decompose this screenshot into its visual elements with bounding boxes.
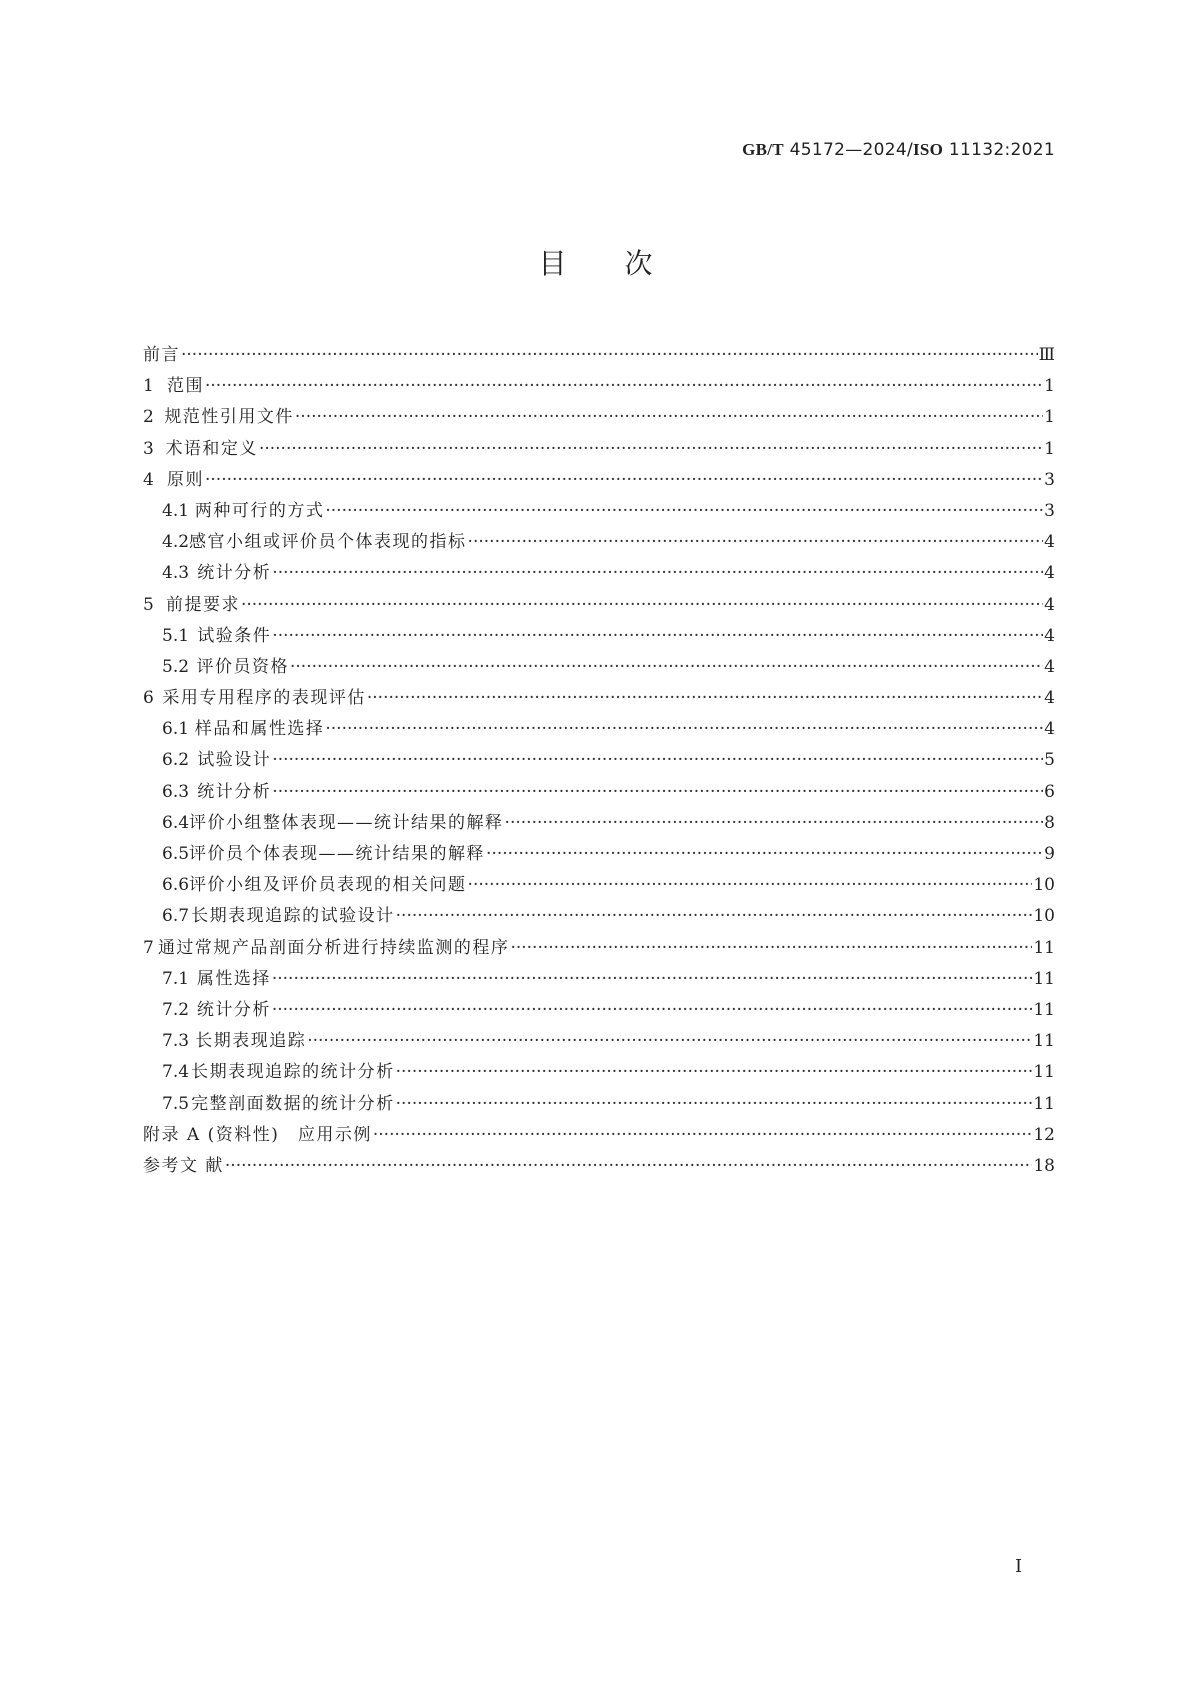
standard-gb-prefix: GB/T [742,140,784,159]
toc-entry-title: 附录 A (资料性) 应用示例 [143,1124,372,1145]
toc-entry-number: 5 [143,594,154,615]
toc-entry-number: 4.1 [162,500,190,521]
toc-entry-number: 7.2 [162,999,190,1020]
toc-entry[interactable] [143,371,1055,402]
toc-entry[interactable] [143,590,1055,621]
toc-entry-number: 6.2 [162,750,190,771]
standard-iso-prefix: ISO [913,140,944,159]
toc-entry-page: 8 [1044,812,1055,833]
toc-dot-leader [225,1151,1032,1182]
toc-entry-number: 1 [143,376,154,397]
toc-entry-title: 前提要求 [165,594,240,615]
toc-entry-page: 3 [1044,500,1055,521]
toc-entry[interactable] [143,527,1055,558]
toc-entry[interactable] [143,402,1055,433]
toc-entry[interactable] [143,434,1055,465]
toc-entry-page: 11 [1033,968,1055,989]
toc-entry[interactable] [143,1026,1055,1057]
toc-entry-title: 统计分析 [197,781,272,802]
toc-entry-page: 10 [1033,906,1055,927]
toc-dot-leader [295,402,1043,433]
toc-entry[interactable] [143,995,1055,1026]
toc-entry[interactable] [143,714,1055,745]
toc-entry-title: 评价员个体表现——统计结果的解释 [189,844,486,864]
toc-entry-title: 术语和定义 [165,438,258,459]
toc-dot-leader [241,590,1043,621]
toc-entry-title: 参考文 献 [143,1155,224,1176]
toc-dot-leader [272,745,1043,776]
toc-entry-page: 18 [1033,1155,1055,1176]
toc-entry-page: 4 [1044,594,1055,615]
toc-entry-title: 原则 [166,469,204,490]
toc-entry[interactable] [143,901,1055,932]
toc-entry-page: 11 [1033,999,1055,1020]
toc-entry-page: 11 [1033,1062,1055,1083]
toc-entry-number: 6.1 [162,719,190,740]
toc-dot-leader [307,1026,1032,1057]
toc-entry[interactable] [143,808,1055,839]
toc-entry-number: 7.3 [162,1031,190,1052]
toc-entry-title: 统计分析 [197,563,272,584]
toc-entry-title: 评价员资格 [196,656,289,677]
toc-entry-page: Ⅲ [1038,345,1055,365]
page-title: 目次 [538,247,711,280]
toc-entry-page: 5 [1044,750,1055,771]
toc-entry[interactable] [143,1057,1055,1088]
toc-entry[interactable] [143,839,1055,870]
toc-entry-page: 1 [1044,438,1055,459]
toc-dot-leader [205,465,1043,496]
toc-entry-number: 4 [143,469,154,490]
toc-dot-leader [367,683,1043,714]
toc-entry-number: 7.1 [162,968,190,989]
toc-dot-leader [272,964,1033,995]
toc-entry-title: 试验设计 [197,750,272,771]
toc-entry-number: 5.2 [162,656,190,677]
toc-entry-page: 6 [1044,781,1055,802]
toc-entry[interactable] [143,340,1055,371]
toc-entry-title: 评价小组整体表现——统计结果的解释 [189,812,504,833]
toc-entry-number: 6.6 [162,875,190,896]
toc-dot-leader [510,933,1032,964]
toc-entry-title: 两种可行的方式 [194,500,325,521]
toc-entry-page: 4 [1044,532,1055,553]
toc-entry-number: 7 [143,937,154,958]
toc-entry-page: 10 [1033,875,1055,896]
toc-entry-page: 12 [1033,1124,1055,1145]
toc-dot-leader [505,808,1044,839]
toc-entry-number: 4.2 [162,532,190,553]
toc-entry-title: 长期表现追踪的统计分析 [191,1062,395,1083]
page-number: I [1015,1556,1023,1577]
table-of-contents [143,340,1055,1182]
toc-dot-leader [272,777,1043,808]
toc-dot-leader [272,621,1043,652]
toc-entry[interactable] [143,496,1055,527]
toc-dot-leader [396,1089,1033,1120]
toc-entry-title: 试验条件 [197,625,272,646]
toc-entry[interactable] [143,1120,1055,1151]
toc-entry-page: 11 [1033,1093,1055,1114]
toc-entry-page: 4 [1044,688,1055,709]
toc-dot-leader [205,371,1043,402]
toc-entry-page: 11 [1033,937,1055,958]
toc-entry-page: 4 [1044,719,1055,740]
toc-entry[interactable] [143,558,1055,589]
toc-dot-leader [272,995,1033,1026]
standard-gb-number: 45172—2024/ [789,140,913,160]
toc-entry-number: 7.5 [162,1093,190,1114]
toc-entry-title: 样品和属性选择 [194,719,325,740]
toc-entry-number: 3 [143,438,154,459]
toc-entry[interactable] [143,745,1055,776]
toc-entry-page: 1 [1044,376,1055,397]
toc-entry-title: 采用专用程序的表现评估 [162,688,366,709]
toc-dot-leader [259,434,1043,465]
toc-dot-leader [396,901,1033,932]
toc-entry-title: 长期表现追踪 [195,1031,307,1052]
toc-entry[interactable] [143,652,1055,683]
toc-entry[interactable] [143,870,1055,901]
toc-entry-number: 6.7 [162,906,190,927]
toc-entry[interactable] [143,683,1055,714]
toc-dot-leader [325,714,1043,745]
toc-entry[interactable] [143,1089,1055,1120]
toc-dot-leader [396,1057,1033,1088]
toc-entry-title: 统计分析 [196,999,271,1020]
toc-entry-title: 完整剖面数据的统计分析 [191,1093,395,1114]
toc-entry-title: 通过常规产品剖面分析进行持续监测的程序 [157,937,510,958]
toc-dot-leader [468,870,1033,901]
toc-entry-page: 1 [1044,407,1055,428]
toc-entry-title: 属性选择 [196,968,271,989]
toc-entry-number: 6.4 [162,812,190,833]
standard-iso-number: 11132:2021 [948,140,1055,160]
toc-entry-title: 长期表现追踪的试验设计 [191,906,395,927]
toc-dot-leader [325,496,1043,527]
toc-dot-leader [373,1120,1033,1151]
toc-entry[interactable] [143,777,1055,808]
toc-entry[interactable] [143,964,1055,995]
toc-entry[interactable] [143,933,1055,964]
toc-entry[interactable] [143,1151,1055,1182]
toc-entry-number: 5.1 [162,625,190,646]
toc-entry-page: 4 [1044,656,1055,677]
toc-dot-leader [468,527,1044,558]
toc-entry-number: 4.3 [162,563,190,584]
toc-dot-leader [290,652,1043,683]
toc-dot-leader [181,340,1038,371]
toc-entry[interactable] [143,465,1055,496]
toc-entry-title: 规范性引用文件 [164,407,294,428]
toc-entry-page: 3 [1044,469,1055,490]
standard-number [742,140,1055,160]
toc-entry-title: 范围 [166,376,204,397]
toc-entry-page: 9 [1044,844,1055,864]
toc-entry-page: 4 [1044,625,1055,646]
toc-dot-leader [272,558,1043,589]
toc-entry-page: 11 [1033,1031,1055,1052]
toc-entry-number: 7.4 [162,1062,190,1083]
toc-entry-title: 评价小组及评价员表现的相关问题 [189,875,467,896]
toc-entry-number: 6.3 [162,781,190,802]
toc-entry-number: 2 [143,407,154,428]
toc-dot-leader [486,839,1043,870]
toc-entry-number: 6.5 [162,844,190,864]
toc-entry-title: 感官小组或评价员个体表现的指标 [189,532,467,553]
toc-entry-number: 6 [143,688,154,709]
toc-entry-page: 4 [1044,563,1055,584]
toc-entry-title: 前言 [143,345,180,365]
toc-entry[interactable] [143,621,1055,652]
